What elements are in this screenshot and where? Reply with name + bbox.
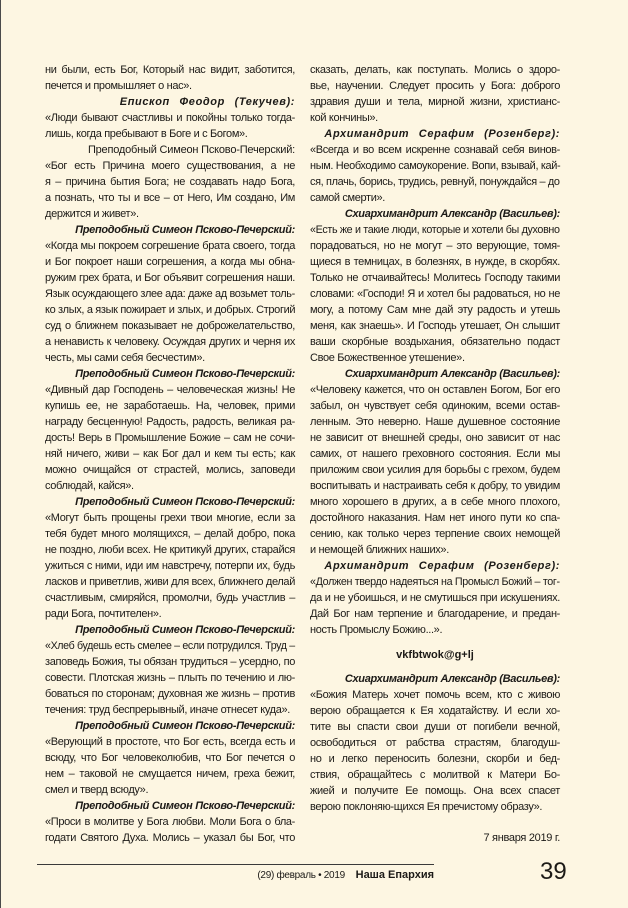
quote-paragraph — [310, 222, 560, 366]
text-line: годати Святого Духа. Молись – указал бы Бог, что — [45, 832, 295, 844]
text-line: и Бог покроет наши согрешения, а когда мы обна- — [45, 256, 295, 268]
text-line: печется и промышляет о нас». — [45, 80, 192, 92]
text-line: приложим свои усилия для борьбы с грехом, будем — [310, 464, 560, 476]
separator-text: vkfbtwok@g+lj — [396, 649, 474, 661]
text-line: ради Бога, почтителен». — [45, 608, 162, 620]
text-line: «Могут быть прощены грехи твои многие, если за — [45, 512, 295, 524]
text-line: ность Промыслу Божию...». — [310, 624, 443, 636]
text-line: награду бесценную! Радость, радость, великая ра- — [45, 416, 295, 428]
author-heading: Преподобный Симеон Псково-Печерский: — [75, 368, 295, 380]
text-line: «Когда мы покроем согрешение брата своего, тогда — [45, 240, 295, 252]
author-heading: Преподобный Симеон Псково-Печерский: — [75, 720, 295, 732]
quote-paragraph — [310, 142, 560, 206]
page-number: 39 — [540, 858, 567, 885]
author-heading: Преподобный Симеон Псково-Печерский: — [75, 496, 295, 508]
text-line: Язык осуждающего злее ада: даже ад возьмет толь- — [45, 288, 295, 300]
text-line: «Божия Матерь хочет помочь всем, кто с живою — [310, 689, 560, 701]
text-line: я – причина бытия Бога; не создавать надо Бога, — [45, 176, 295, 188]
right-column — [310, 62, 560, 846]
text-line: ружим грех брата, и Бог объявит согрешения наши. — [45, 272, 295, 284]
text-line: «Человеку кажется, что он оставлен Богом, Бог его — [310, 384, 560, 396]
text-line: ным. Необходимо самоукорение. Вопи, взывай, кай- — [310, 160, 561, 172]
text-line: купишь ее, не заработаешь. На, человек, прими — [45, 400, 295, 412]
text-line: здравия души и тела, мирной жизни, христианс- — [310, 96, 560, 108]
text-line: «Должен твердо надеяться на Промысл Божий – тог- — [310, 576, 560, 588]
text-line: честь, мы сами себя бесчестим». — [45, 352, 205, 364]
text-line: ужиться с ними, иди им навстречу, потерпи их, будь — [45, 560, 295, 572]
text-line: достойного наказания. Нам нет иного пути ко спа- — [310, 512, 560, 524]
author-heading: Схиархимандрит Александр (Васильев): — [344, 368, 560, 380]
text-line: «Хлеб будешь есть смелее – если потрудился. Труд – — [45, 640, 295, 652]
text-line: лишь, когда пребывают в Боге и с Богом». — [45, 128, 248, 140]
text-line: ласков и приветлив, живи для всех, ближнего делай — [45, 576, 295, 588]
text-line: вье, научении. Следует просить у Бога: доброго — [310, 80, 560, 92]
text-line: дость! Верь в Промышление Божие – сам не сочи- — [45, 432, 295, 444]
text-line: ствия, обращайтесь с молитвой к Матери Бо- — [310, 769, 560, 781]
footer-rule — [37, 864, 434, 865]
text-line: ко злых, а язык пожирает и злых, и добрых. Строгий — [45, 304, 296, 316]
author-heading: Преподобный Симеон Псково-Печерский: — [75, 800, 295, 812]
text-line: словами: «Господи! Я и хотел бы радоваться, но не — [310, 288, 560, 300]
text-line: можно очищайся от страстей, молись, заповеди — [45, 464, 295, 476]
author-heading: Схиархимандрит Александр (Васильев): — [344, 673, 560, 685]
magazine-title: Наша Епархия — [355, 869, 434, 881]
text-line: «Проси в молитве у Бога любви. Моли Бога о бла- — [45, 816, 295, 828]
text-line: Свое Божественное утешение». — [310, 352, 465, 364]
text-line: да и не убоишься, и не смутишься при искушениях. — [310, 592, 560, 604]
text-line: всюду, что Бог человеколюбив, что Бог печется о — [45, 752, 295, 764]
text-line: и немощей ближних наших». — [310, 544, 449, 556]
quote-paragraph — [45, 382, 295, 494]
text-line: совести. Плотская жизнь – плыть по течению и лю- — [45, 672, 295, 684]
text-line: тебя будет много молящихся, – делай добро, пока — [45, 528, 295, 540]
text-line: освободиться от рабства страстям, благодуш- — [310, 737, 560, 749]
author-heading: Схиархимандрит Александр (Васильев): — [344, 208, 560, 220]
text-line: ваши скорбные воздыхания, обязательно подаст — [310, 336, 560, 348]
text-line: ся, плачь, борись, трудись, ревнуй, понуждайся – до — [310, 176, 560, 188]
text-line: ленным. Это неверно. Наше душевное состояние — [310, 416, 560, 428]
text-line: забыл, он чувствует себя одиноким, всеми остав- — [310, 400, 560, 412]
text-line: течения: труд беспрерывный, иначе отнесет куда». — [45, 704, 290, 716]
text-line: воспитывать и настраивать себя к добру, то увидим — [310, 480, 560, 492]
quote-paragraph — [45, 510, 295, 622]
author-heading: Преподобный Симеон Псково-Печерский: — [87, 144, 295, 156]
text-line: ни были, есть Бог, Который нас видит, заботится, — [45, 64, 295, 76]
quote-paragraph — [310, 382, 560, 558]
text-line: кой кончины». — [310, 112, 378, 124]
text-line: соблюдай, кайся». — [45, 480, 134, 492]
text-line: суд о ближнем показывает не доброжелательство, — [45, 320, 295, 332]
quote-paragraph — [45, 62, 295, 94]
text-line: верою поклоняю-щихся Ея пречистому образу». — [310, 801, 543, 813]
text-line: Дай Бог нам терпение и благодарение, и предан- — [310, 608, 560, 620]
quote-paragraph — [310, 574, 560, 638]
text-line: «Дивный дар Господень – человеческая жизнь! Не — [45, 384, 295, 396]
text-line: «Бог есть Причина моего существования, а не — [45, 160, 295, 172]
text-line: смел и тверд всюду». — [45, 784, 149, 796]
text-line: могу, а потому Сам мне дай эту радость и утешь — [310, 304, 560, 316]
footer — [257, 867, 434, 884]
text-line: а ненависть к человеку. Осуждая других и черня их — [45, 336, 295, 348]
quote-paragraph — [45, 734, 295, 798]
text-line: а познать, что ты и все – от Него, Им создано, Им — [45, 192, 295, 204]
text-line: боваться по сторонам; духовная же жизнь – против — [45, 688, 295, 700]
text-line: жией и получите Ее помощь. Она всех спасет — [310, 785, 560, 797]
quote-paragraph — [45, 158, 295, 222]
text-line: верою обращается к Ея ходатайству. И если хо- — [310, 705, 560, 717]
quote-paragraph — [45, 638, 295, 718]
author-heading: Преподобный Симеон Псково-Печерский: — [75, 624, 295, 636]
author-heading: Архимандрит Серафим (Розенберг): — [324, 560, 560, 572]
text-line: щиеся в темницах, в болезнях, в нужде, в скорбях. — [310, 256, 560, 268]
text-line: Только не отчаивайтесь! Молитесь Господу такими — [310, 272, 560, 284]
text-line: счастливым, смиряйся, промолчи, будь участлив – — [45, 592, 295, 604]
quote-paragraph — [45, 110, 295, 142]
text-line: не поздно, люби всех. Не критикуй других, старайся — [45, 544, 295, 556]
text-line: няй ничего, живи – как Бог дал и кем ты есть; как — [45, 448, 295, 460]
text-line: не зависит от внешней среды, оно зависит от нас — [310, 432, 560, 444]
text-line: порадоваться, но не могут – это верующие, томя- — [310, 240, 560, 252]
text-line: много хорошего в других, а в себе много плохого, — [310, 496, 560, 508]
article-date: 7 января 2019 г. — [483, 832, 560, 844]
quote-paragraph — [45, 814, 295, 846]
text-line: самих, от нашего греховного состояния. Если мы — [310, 448, 560, 460]
quote-paragraph — [310, 687, 560, 815]
text-line: нем – таковой не смущается ничем, греха бежит, — [45, 768, 295, 780]
author-heading: Преподобный Симеон Псково-Печерский: — [75, 224, 295, 236]
text-line: сказать, делать, как поступать. Молись о здоро- — [310, 64, 560, 76]
quote-paragraph — [310, 62, 560, 126]
page-edge — [0, 0, 1, 908]
author-heading: Архимандрит Серафим (Розенберг): — [324, 128, 560, 140]
text-line: «Есть же и такие люди, которые и хотели бы духовно — [310, 224, 560, 236]
text-line: «Люди бывают счастливы и покойны только тогда- — [45, 112, 295, 124]
text-line: но и легко переносить болезни, скорби и бед- — [310, 753, 560, 765]
text-line: «Всегда и во всем искренне сознавай себя винов- — [310, 144, 560, 156]
text-line: заповедь Божия, ты обязан трудиться – усердно, по — [45, 656, 295, 668]
author-heading: Епископ Феодор (Текучев): — [119, 96, 295, 108]
quote-paragraph — [45, 238, 295, 366]
text-line: тите вы спасти свои души от погибели вечной, — [310, 721, 560, 733]
text-line: «Верующий в простоте, что Бог есть, всегда есть и — [45, 736, 295, 748]
text-line: самой смерти». — [310, 192, 386, 204]
text-line: меня, как знаешь». И Господь утешает, Он слышит — [310, 320, 560, 332]
issue-info: (29) февраль • 2019 — [257, 870, 345, 881]
text-line: сению, как только через терпение своих немощей — [310, 528, 560, 540]
text-line: держится и живет». — [45, 208, 139, 220]
left-column — [45, 62, 295, 846]
